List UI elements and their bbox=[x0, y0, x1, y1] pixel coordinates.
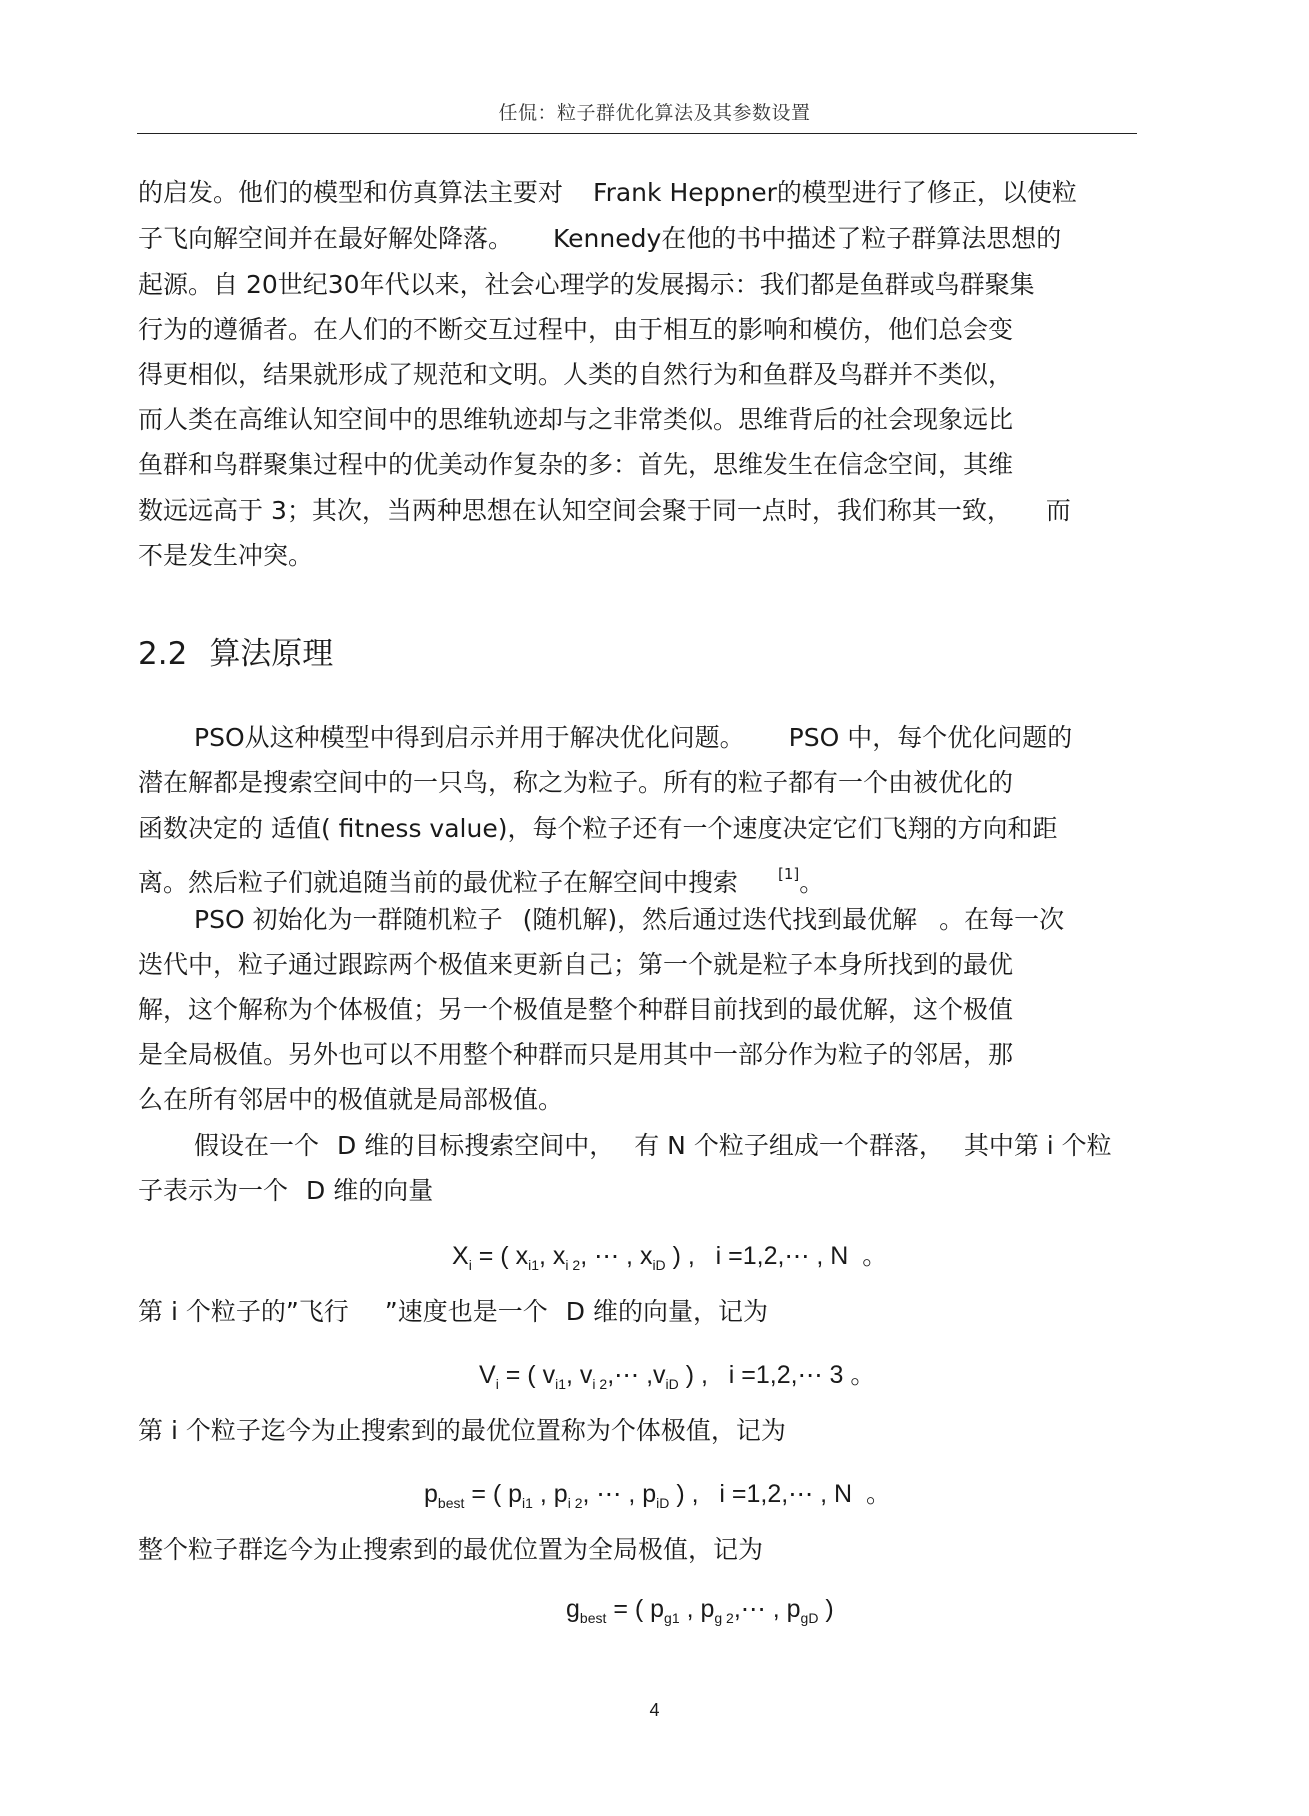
equation-global-best: $g_{best}$ = ( $p_{g1}$ , $p_{g 2},\cdots$ , $p_{gD}$ ) bbox=[566, 1595, 834, 1626]
text-line: PSO 初始化为一群随机粒子 (随机解)，然后通过迭代找到最优解 。在每一次 bbox=[194, 905, 1065, 934]
text-line: 整个粒子群迄今为止搜索到的最优位置为全局极值，记为 bbox=[138, 1535, 764, 1564]
text-line: 潜在解都是搜索空间中的一只鸟，称之为粒子。所有的粒子都有一个由被优化的 bbox=[138, 768, 1014, 797]
text-line: 不是发生冲突。 bbox=[138, 541, 314, 570]
text-line: 而人类在高维认知空间中的思维轨迹却与之非常类似。思维背后的社会现象远比 bbox=[138, 405, 1014, 434]
section-heading bbox=[138, 628, 333, 673]
text-line: 解，这个解称为个体极值；另一个极值是整个种群目前找到的最优解，这个极值 bbox=[138, 995, 1014, 1024]
text-line: 得更相似，结果就形成了规范和文明。人类的自然行为和鱼群及鸟群并不类似， bbox=[138, 360, 1014, 389]
text-line: 子飞向解空间并在最好解处降落。 Kennedy在他的书中描述了粒子群算法思想的 bbox=[138, 224, 1062, 253]
text-line: PSO从这种模型中得到启示并用于解决优化问题。 PSO 中，每个优化问题的 bbox=[194, 723, 1073, 752]
text-line: 离。然后粒子们就追随当前的最优粒子在解空间中搜索 [1]。 bbox=[138, 865, 825, 897]
equation-position: $X_i$ = ( $x_{i1}$, $x_{i 2}$, ⋯ , $x_{iD}$ ) , i =1,2,⋯ , N 。 bbox=[452, 1242, 888, 1273]
citation-ref: [1] bbox=[778, 865, 800, 883]
equation-personal-best: $p_{best}$ = ( $p_{i1}$ , $p_{i 2}$, ⋯ , $p_{iD}$ ) , i =1,2,⋯ , N 。 bbox=[424, 1480, 892, 1511]
header-rule bbox=[137, 133, 1137, 134]
running-header: 任侃：粒子群优化算法及其参数设置 bbox=[498, 102, 811, 124]
text-line: 函数决定的 适值( fitness value)，每个粒子还有一个速度决定它们飞翔的方向和距 bbox=[138, 814, 1058, 843]
text-line: 行为的遵循者。在人们的不断交互过程中，由于相互的影响和模仿，他们总会变 bbox=[138, 315, 1014, 344]
text-line: 子表示为一个 D 维的向量 bbox=[138, 1176, 434, 1205]
text-line: 第 i 个粒子迄今为止搜索到的最优位置称为个体极值，记为 bbox=[138, 1416, 786, 1445]
equation-velocity: $V_i$ = ( $v_{i1}$, $v_{i 2},\cdots$ $,v_{iD}$ ) , i =1,2,⋯ 3 。 bbox=[479, 1361, 876, 1392]
text-line: 假设在一个 D 维的目标搜索空间中， 有 N 个粒子组成一个群落， 其中第 i 个粒 bbox=[194, 1131, 1112, 1160]
text-line: 是全局极值。另外也可以不用整个种群而只是用其中一部分作为粒子的邻居，那 bbox=[138, 1040, 1014, 1069]
section-title: 算法原理 bbox=[209, 636, 334, 672]
text-line: 迭代中，粒子通过跟踪两个极值来更新自己；第一个就是粒子本身所找到的最优 bbox=[138, 950, 1014, 979]
section-number: 2.2 bbox=[138, 636, 188, 672]
text-line: 第 i 个粒子的”飞行 ”速度也是一个 D 维的向量，记为 bbox=[138, 1297, 768, 1326]
text-line: 的启发。他们的模型和仿真算法主要对 Frank Heppner的模型进行了修正，以使粒 bbox=[138, 178, 1077, 207]
text-line: 么在所有邻居中的极值就是局部极值。 bbox=[138, 1085, 564, 1114]
text-line: 数远远高于 3；其次，当两种思想在认知空间会聚于同一点时，我们称其一致， 而 bbox=[138, 496, 1071, 525]
page-number: 4 bbox=[649, 1700, 660, 1720]
text-line: 起源。自 20世纪30年代以来，社会心理学的发展揭示：我们都是鱼群或鸟群聚集 bbox=[138, 270, 1035, 299]
text-line: 鱼群和鸟群聚集过程中的优美动作复杂的多：首先，思维发生在信念空间，其维 bbox=[138, 450, 1014, 479]
